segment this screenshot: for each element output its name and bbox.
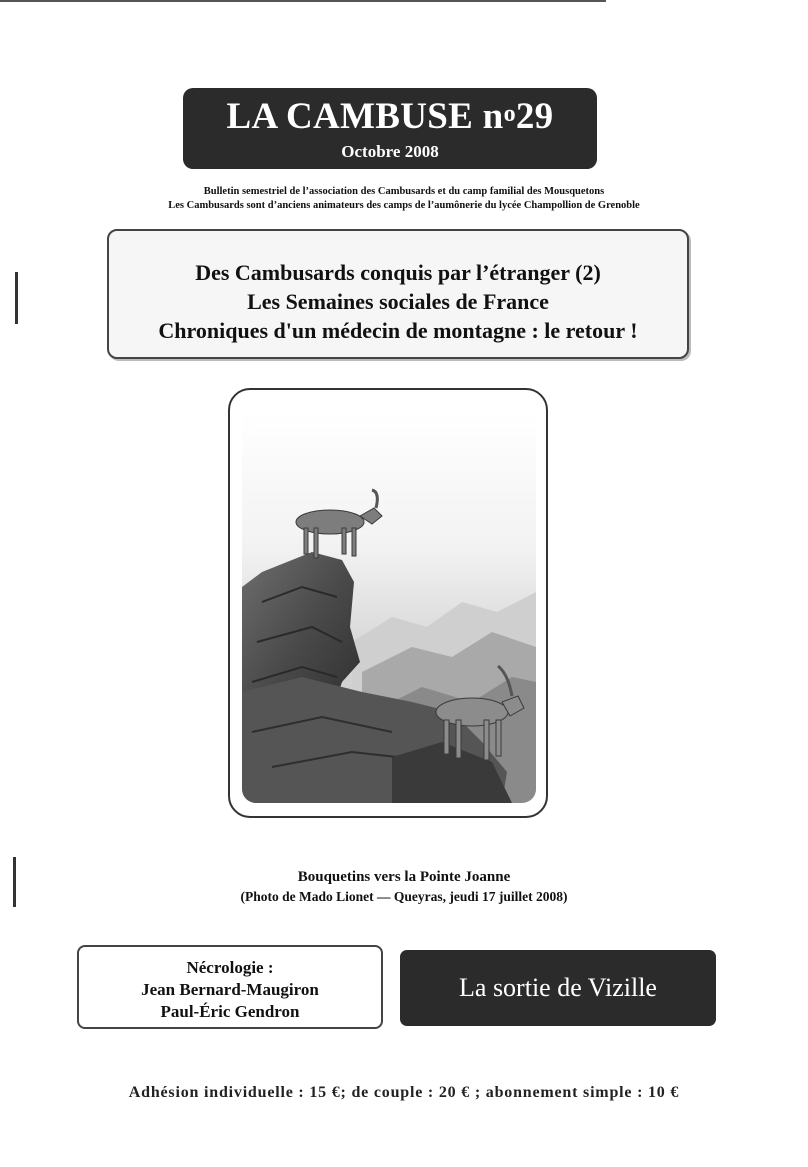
contents-item: Chroniques d'un médecin de montagne : le retour ! (158, 318, 638, 343)
issue-number: 29 (515, 96, 554, 137)
title-text: LA CAMBUSE n (226, 96, 504, 137)
title-superscript: o (503, 101, 516, 127)
masthead (183, 88, 597, 169)
necrologie-box (77, 945, 383, 1029)
masthead-title (183, 97, 597, 137)
feature-box: La sortie de Vizille (400, 950, 716, 1026)
top-rule (0, 0, 606, 2)
ibex-photo (242, 412, 536, 803)
contents-box (107, 229, 689, 359)
photo-caption: Bouquetins vers la Pointe Joanne (297, 869, 511, 885)
contents-item: Les Semaines sociales de France (247, 289, 549, 314)
binding-mark (15, 272, 18, 324)
necrologie-name: Jean Bernard-Maugiron (141, 980, 319, 999)
mountain-ibex-illustration (242, 412, 536, 803)
necrologie-heading: Nécrologie : (186, 958, 274, 977)
subtitle-line-2: Les Cambusards sont d’anciens animateurs des camps de l’aumônerie du lycée Champollion de Grenoble (168, 200, 640, 211)
subtitle-line-1: Bulletin semestriel de l’association des Cambusards et du camp familial des Mousquetons (203, 186, 605, 197)
necrologie-name: Paul-Éric Gendron (160, 1002, 300, 1021)
photo-credit: (Photo de Mado Lionet — Queyras, jeudi 17 juillet 2008) (240, 889, 568, 904)
membership-fees: Adhésion individuelle : 15 €; de couple : 20 € ; abonnement simple : 10 € (128, 1084, 680, 1101)
contents-item: Des Cambusards conquis par l’étranger (2) (195, 260, 601, 285)
issue-date: Octobre 2008 (341, 142, 439, 161)
